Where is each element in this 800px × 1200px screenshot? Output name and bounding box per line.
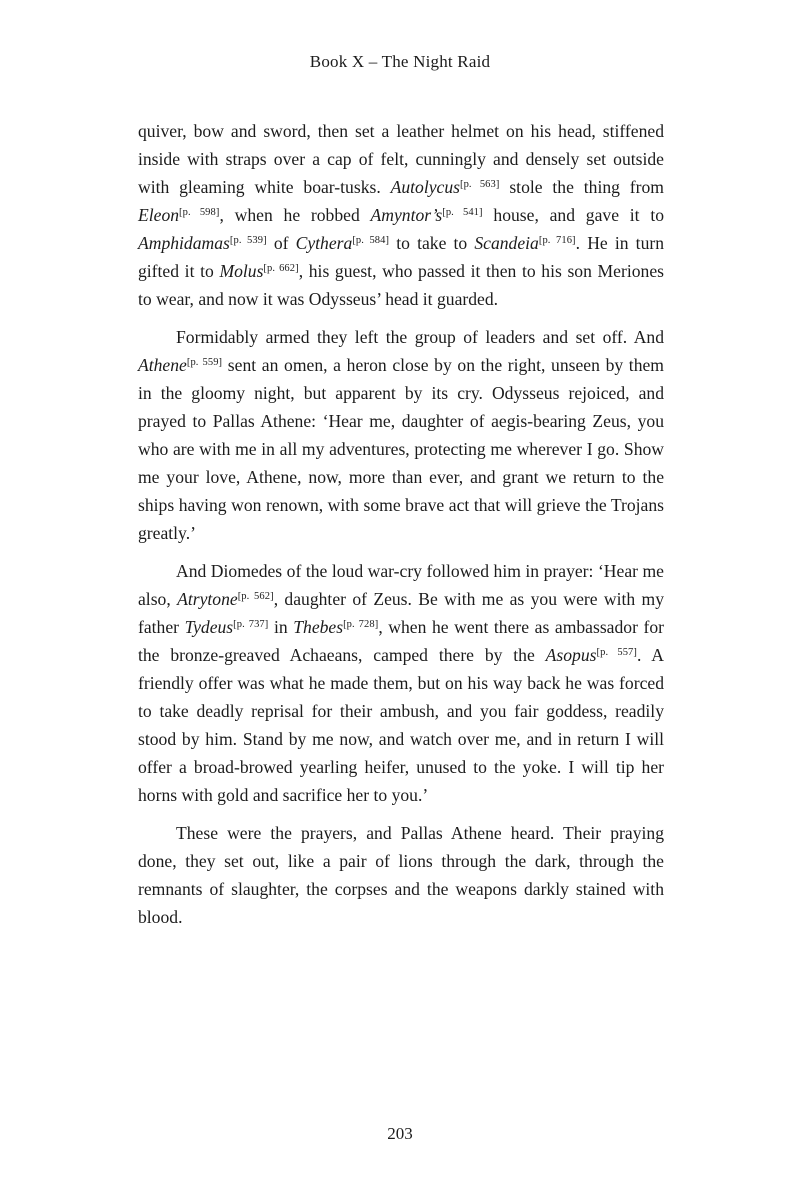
page-number: 203 <box>387 1124 413 1143</box>
text-run: sent an omen, a heron close by on the right, unseen by them in the gloomy night, but apparent by its cry. Odysseus rejoiced, and prayed to Pallas Athene: ‘Hear me, daughter of aegis-bearing Zeus, you who are with me in all my adventures, protecting me wherever I go. Show me your love, Athene, now, more than ever, and grant we return to the ships having won renown, with some brave act that will grieve the Trojans greatly.’ <box>138 355 664 543</box>
text-run: . He in turn gifted it to <box>138 233 665 281</box>
page-reference: [p. 584] <box>352 235 390 246</box>
proper-name: Amyntor’s <box>370 205 443 225</box>
proper-name: Autolycus <box>390 177 460 197</box>
page-reference: [p. 598] <box>179 207 220 218</box>
proper-name: Cythera <box>295 233 353 253</box>
text-run: of <box>266 233 296 253</box>
page-reference: [p. 557] <box>596 647 637 658</box>
text-run: house, and gave it to <box>482 205 665 225</box>
text-run: . A friendly offer was what he made them, but on his way back he was forced to take deadly reprisal for their ambush, and you fair goddess, readily stood by him. Stand by me now, and watch over me, and in return I will offer a broad-browed yearling heifer, unused to the yoke. I will tip her horns with gold and sacrifice her to you.’ <box>138 645 664 805</box>
proper-name: Amphidamas <box>138 233 230 253</box>
text-run: , when he robbed <box>219 205 371 225</box>
page-reference: [p. 737] <box>233 619 269 630</box>
proper-name: Asopus <box>545 645 597 665</box>
text-run: Formidably armed they left the group of leaders and set off. And <box>176 327 664 347</box>
paragraph <box>138 819 664 931</box>
proper-name: Athene <box>138 355 187 375</box>
paragraph <box>138 117 664 313</box>
paragraph <box>138 557 664 809</box>
page-reference: [p. 728] <box>343 619 379 630</box>
page-reference: [p. 662] <box>263 263 299 274</box>
proper-name: Molus <box>219 261 264 281</box>
proper-name: Tydeus <box>184 617 234 637</box>
page-reference: [p. 563] <box>459 179 500 190</box>
text-run: quiver, bow and sword, then set a leather helmet on his head, stiffened inside with straps over a cap of felt, cunningly and densely set outside with gleaming white boar-tusks. <box>138 121 664 197</box>
text-run: , when he went there as ambassador for the bronze-greaved Achaeans, camped there by the <box>138 617 665 665</box>
text-run: , his guest, who passed it then to his son Meriones to wear, and now it was Odysseus’ head it guarded. <box>138 261 664 309</box>
proper-name: Scandeia <box>474 233 539 253</box>
page-reference: [p. 562] <box>237 591 274 602</box>
proper-name: Atrytone <box>177 589 238 609</box>
text-run: , daughter of Zeus. Be with me as you were with my father <box>138 589 664 637</box>
text-run: to take to <box>389 233 475 253</box>
page-reference: [p. 539] <box>229 235 267 246</box>
text-run: These were the prayers, and Pallas Athene heard. Their praying done, they set out, like a pair of lions through the dark, through the remnants of slaughter, the corpses and the weapons darkly stained with blood. <box>138 823 664 927</box>
running-head: Book X – The Night Raid <box>309 52 491 71</box>
text-run: in <box>268 617 294 637</box>
paragraph <box>138 323 664 547</box>
proper-name: Thebes <box>293 617 344 637</box>
text-run: stole the thing from <box>499 177 664 197</box>
body-text <box>138 117 664 941</box>
page-reference: [p. 559] <box>186 357 223 368</box>
page-reference: [p. 716] <box>538 235 576 246</box>
text-run: And Diomedes of the loud war-cry followed him in prayer: ‘Hear me also, <box>138 561 664 609</box>
proper-name: Eleon <box>138 205 180 225</box>
page-reference: [p. 541] <box>442 207 483 218</box>
